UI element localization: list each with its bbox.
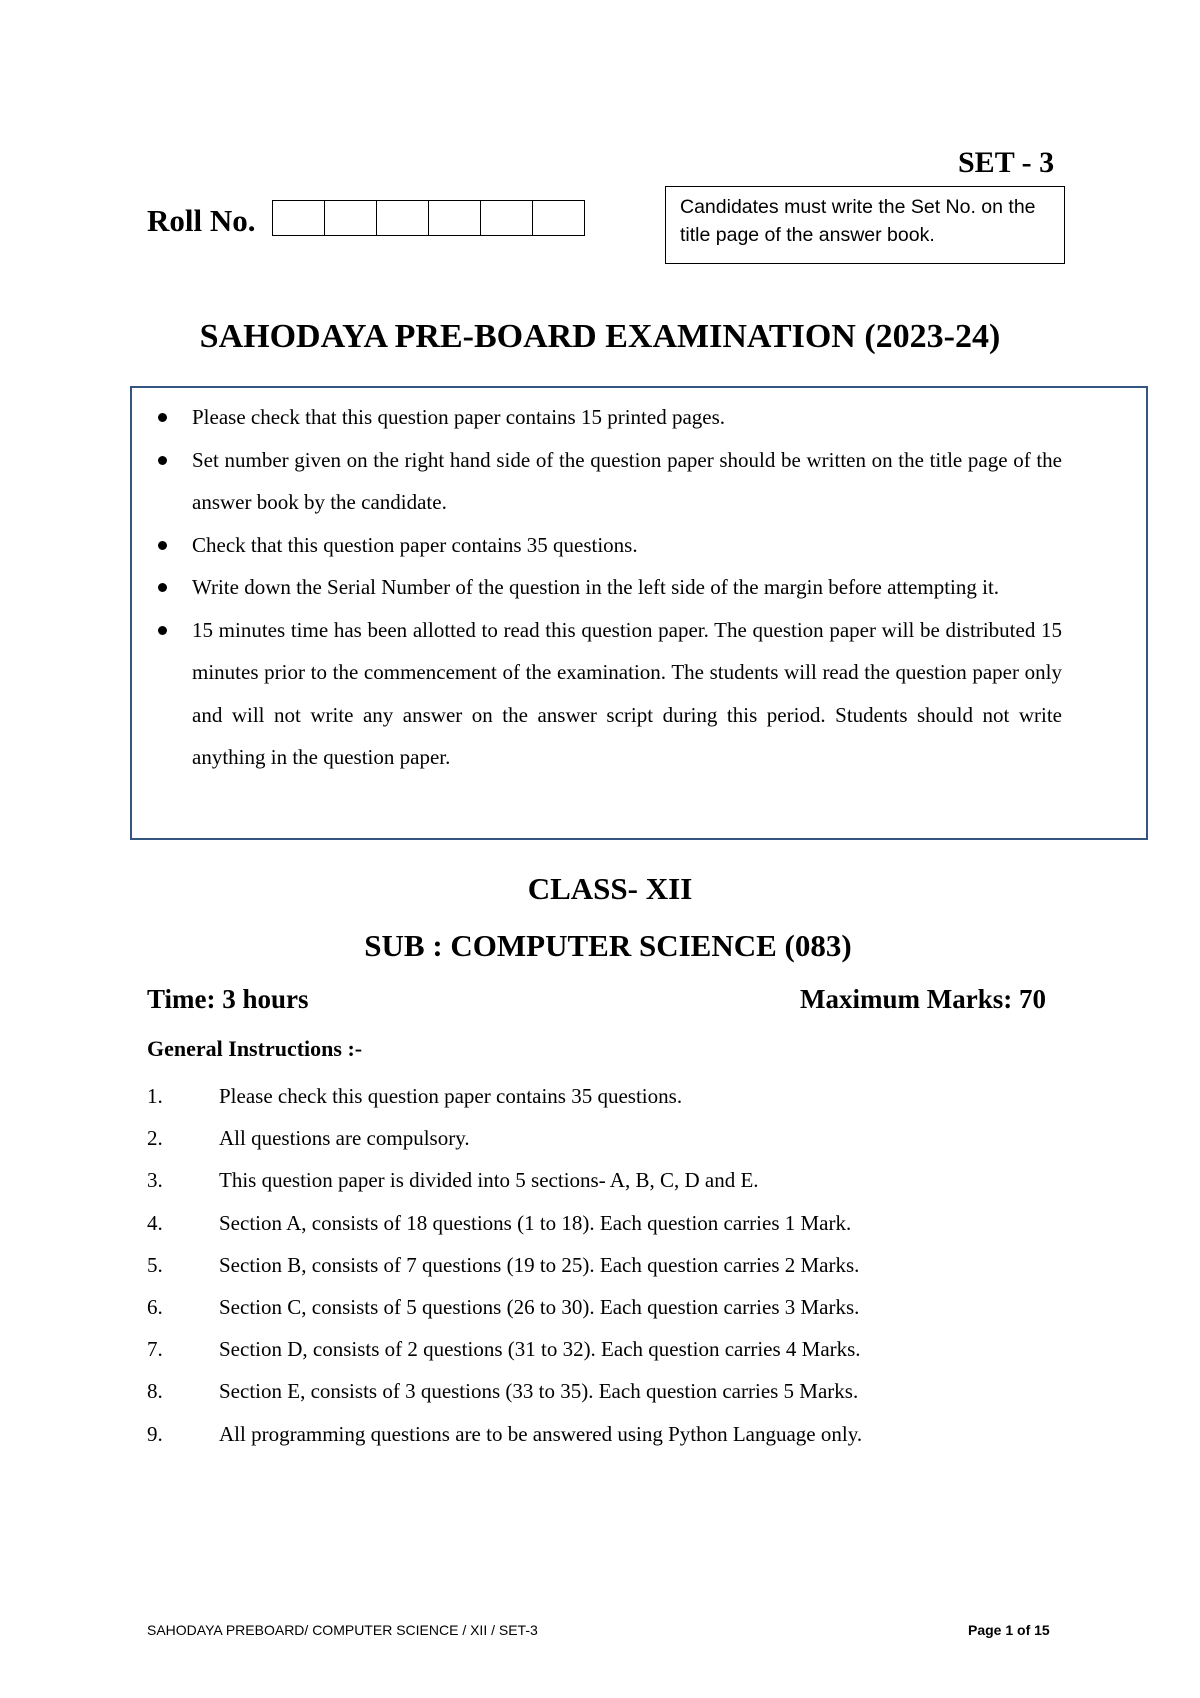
instruction-item (147, 1075, 1047, 1117)
notice-item: Write down the Serial Number of the question in the left side of the margin before attempting it. (158, 566, 1062, 609)
class-title: CLASS- XII (527, 871, 693, 906)
instruction-text: All questions are compulsory. (219, 1126, 470, 1151)
instruction-item (147, 1244, 1047, 1286)
instruction-number: 5. (147, 1252, 163, 1277)
instruction-text: This question paper is divided into 5 sections- A, B, C, D and E. (219, 1168, 759, 1193)
roll-number-box (481, 201, 533, 235)
instruction-text: Please check this question paper contains 35 questions. (219, 1084, 683, 1108)
notice-list (158, 396, 1062, 779)
instruction-text: All programming questions are to be answered using Python Language only. (219, 1421, 863, 1446)
instruction-number: 6. (147, 1294, 163, 1319)
general-instructions-heading: General Instructions :- (147, 1036, 363, 1061)
notice-item: Set number given on the right hand side of the question paper should be written on the title page of the answer book by the candidate. (158, 439, 1062, 524)
instruction-item (147, 1328, 1047, 1370)
roll-number-box (325, 201, 377, 235)
instruction-item (147, 1202, 1047, 1244)
instruction-number: 8. (147, 1379, 163, 1404)
notice-item: 15 minutes time has been allotted to read this question paper. The question paper will be distributed 15 minutes prior to the commencement of the examination. The students will read the question paper only and will not write any answer on the answer script during this period. Students should not write anything in the question paper. (158, 609, 1062, 779)
notice-box (130, 386, 1148, 840)
instruction-text: Section E, consists of 3 questions (33 to 35). Each question carries 5 Marks. (219, 1379, 859, 1404)
roll-number-boxes (272, 200, 585, 236)
footer-page-number: Page 1 of 15 (968, 1622, 1050, 1638)
instruction-item (147, 1159, 1047, 1201)
set-number-label: SET - 3 (958, 146, 1055, 179)
notice-item: Please check that this question paper contains 15 printed pages. (158, 396, 1062, 439)
roll-number-box (273, 201, 325, 235)
general-instructions-list (147, 1075, 1047, 1455)
subject-title: SUB : COMPUTER SCIENCE (083) (364, 928, 852, 963)
instruction-number: 9. (147, 1421, 163, 1446)
instruction-text: Section A, consists of 18 questions (1 to 18). Each question carries 1 Mark. (219, 1210, 852, 1235)
instruction-text: Section D, consists of 2 questions (31 to 32). Each question carries 4 Marks. (219, 1337, 861, 1362)
instruction-number: 2. (147, 1126, 163, 1151)
footer-document-id: SAHODAYA PREBOARD/ COMPUTER SCIENCE / XII / SET-3 (147, 1622, 538, 1638)
roll-number-label: Roll No. (147, 203, 256, 238)
roll-number-box (429, 201, 481, 235)
instruction-number: 1. (147, 1084, 163, 1108)
instruction-text: Section B, consists of 7 questions (19 to 25). Each question carries 2 Marks. (219, 1252, 860, 1277)
instruction-item (147, 1413, 1047, 1455)
instruction-number: 4. (147, 1210, 163, 1235)
time-label: Time: 3 hours (147, 984, 309, 1014)
instruction-item (147, 1117, 1047, 1159)
set-number-note: Candidates must write the Set No. on the title page of the answer book. (665, 186, 1065, 264)
max-marks-label: Maximum Marks: 70 (800, 984, 1046, 1014)
instruction-number: 3. (147, 1168, 163, 1193)
roll-number-box (377, 201, 429, 235)
instruction-item (147, 1370, 1047, 1412)
roll-number-box (533, 201, 584, 235)
instruction-text: Section C, consists of 5 questions (26 to 30). Each question carries 3 Marks. (219, 1294, 860, 1319)
notice-item: Check that this question paper contains 35 questions. (158, 524, 1062, 567)
instruction-number: 7. (147, 1337, 163, 1362)
instruction-item (147, 1286, 1047, 1328)
exam-title: SAHODAYA PRE-BOARD EXAMINATION (2023-24) (199, 318, 1001, 355)
